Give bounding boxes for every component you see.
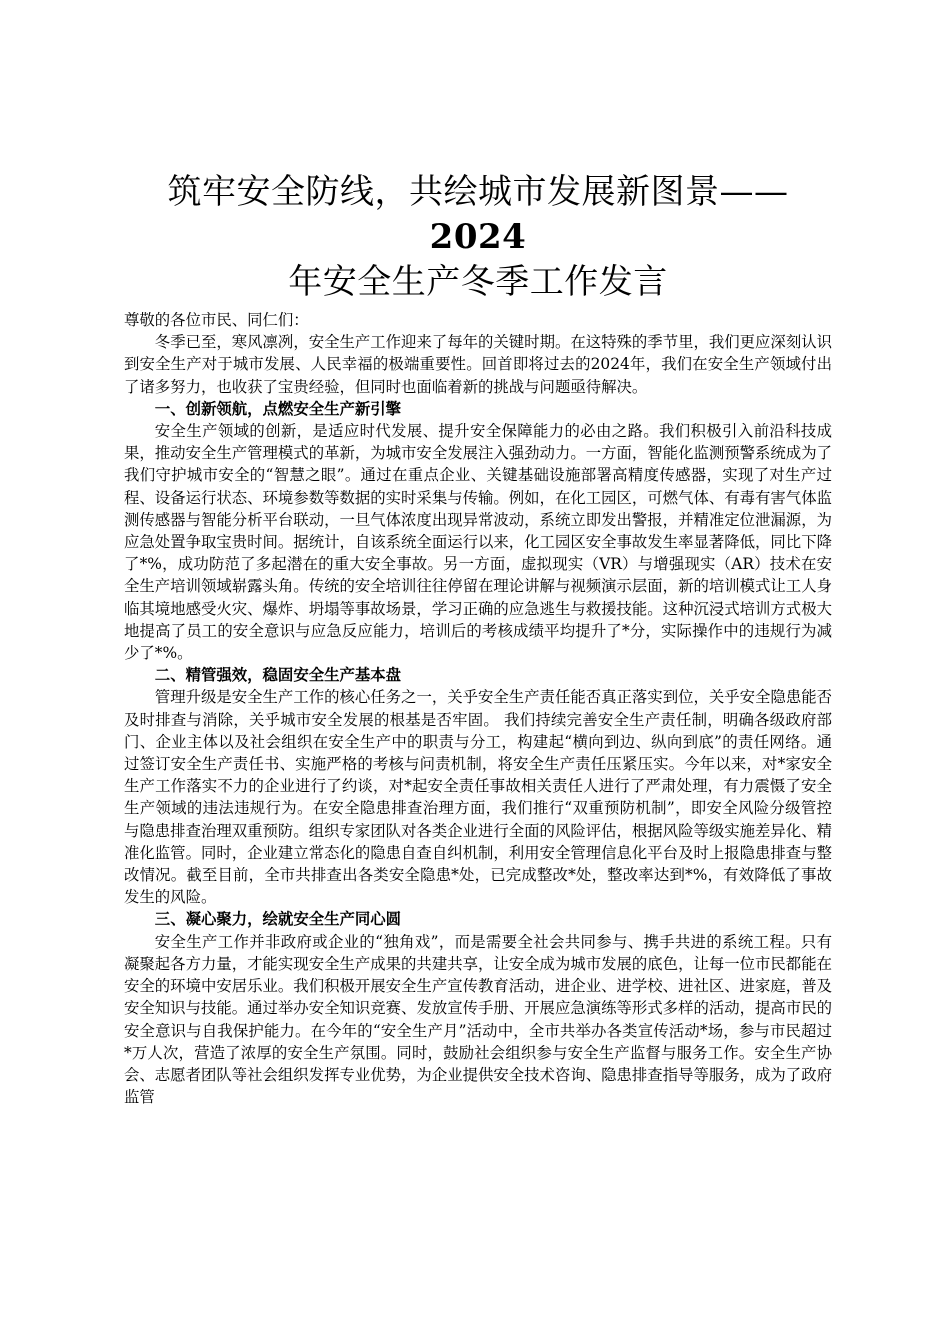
title-year: 2024 <box>429 217 527 257</box>
section-heading-cooperation: 三、凝心聚力，绘就安全生产同心圆 <box>154 910 402 929</box>
section-body-innovation: 安全生产领域的创新，是适应时代发展、提升安全保障能力的必由之路。我们积极引入前沿科技成果，推动安全生产管理模式的革新，为城市安全发展注入强劲动力。一方面，智能化监测预警系统成为了我们守护城市安全的“智慧之眼”。通过在重点企业、关键基础设施部署高精度传感器，实现了对生产过程、设备运行状态、环境参数等数据的实时采集与传输。例如，在化工园区，可燃气体、有毒有害气体监测传感器与智能分析平台联动，一旦气体浓度出现异常波动，系统立即发出警报，并精准定位泄漏源，为应急处置争取宝贵时间。据统计，自该系统全面运行以来，化工园区安全事故发生率显著降低，同比下降了*%，成功防范了多起潜在的重大安全事故。另一方面，虚拟现实（VR）与增强现实（AR）技术在安全生产培训领域崭露头角。传统的安全培训往往停留在理论讲解与视频演示层面，新的培训模式让工人身临其境地感受火灾、爆炸、坍塌等事故场景，学习正确的应急逃生与救援技能。这种沉浸式培训方式极大地提高了员工的安全意识与应急反应能力，培训后的考核成绩平均提升了*分，实际操作中的违规行为减少了*%。 <box>124 422 832 663</box>
intro-paragraph: 冬季已至，寒风凛冽，安全生产工作迎来了每年的关键时期。在这特殊的季节里，我们更应深刻认识到安全生产对于城市发展、人民幸福的极端重要性。回首即将过去的2024年，我们在安全生产领域付出了诸多努力，也收获了宝贵经验，但同时也面临着新的挑战与问题亟待解决。 <box>124 333 832 396</box>
section-body-management: 管理升级是安全生产工作的核心任务之一，关乎安全生产责任能否真正落实到位，关乎安全隐患能否及时排查与消除，关乎城市安全发展的根基是否牢固。 我们持续完善安全生产责任制，明确各级政府部门、企业主体以及社会组织在安全生产中的职责与分工，构建起“横向到边、纵向到底”的责任网络。通过签订安全生产责任书、实施严格的考核与问责机制，将安全生产责任压紧压实。今年以来，对*家安全生产工作落实不力的企业进行了约谈，对*起安全责任事故相关责任人进行了严肃处理，有力震慑了安全生产领域的违法违规行为。在安全隐患排查治理方面，我们推行“双重预防机制”，即安全风险分级管控与隐患排查治理双重预防。组织专家团队对各类企业进行全面的风险评估，根据风险等级实施差异化、精准化监管。同时，企业建立常态化的隐患自查自纠机制，利用安全管理信息化平台及时上报隐患排查与整改情况。截至目前，全市共排查出各类安全隐患*处，已完成整改*处，整改率达到*%，有效降低了事故发生的风险。 <box>124 688 832 907</box>
salutation: 尊敬的各位市民、同仁们： <box>124 311 309 329</box>
section-heading-innovation: 一、创新领航，点燃安全生产新引擎 <box>154 399 402 418</box>
section-body-cooperation: 安全生产工作并非政府或企业的“独角戏”，而是需要全社会共同参与、携手共进的系统工程。只有凝聚起各方力量，才能实现安全生产成果的共建共享，让安全成为城市发展的底色，让每一位市民都能在安全的环境中安居乐业。我们积极开展安全生产宣传教育活动，进企业、进学校、进社区、进家庭，普及安全知识与技能。通过举办安全知识竞赛、发放宣传手册、开展应急演练等形式多样的活动，提高市民的安全意识与自我保护能力。在今年的“安全生产月”活动中，全市共举办各类宣传活动*场，参与市民超过*万人次，营造了浓厚的安全生产氛围。同时，鼓励社会组织参与安全生产监督与服务工作。安全生产协会、志愿者团队等社会组织发挥专业优势，为企业提供安全技术咨询、隐患排查指导等服务，成为了政府监管 <box>124 932 832 1107</box>
title-line-2: 年安全生产冬季工作发言 <box>288 262 668 302</box>
document-title <box>124 170 832 305</box>
section-heading-management: 二、精管强效，稳固安全生产基本盘 <box>154 666 402 685</box>
document-page <box>124 170 832 1108</box>
title-line-1: 筑牢安全防线，共绘城市发展新图景—— <box>167 172 789 212</box>
